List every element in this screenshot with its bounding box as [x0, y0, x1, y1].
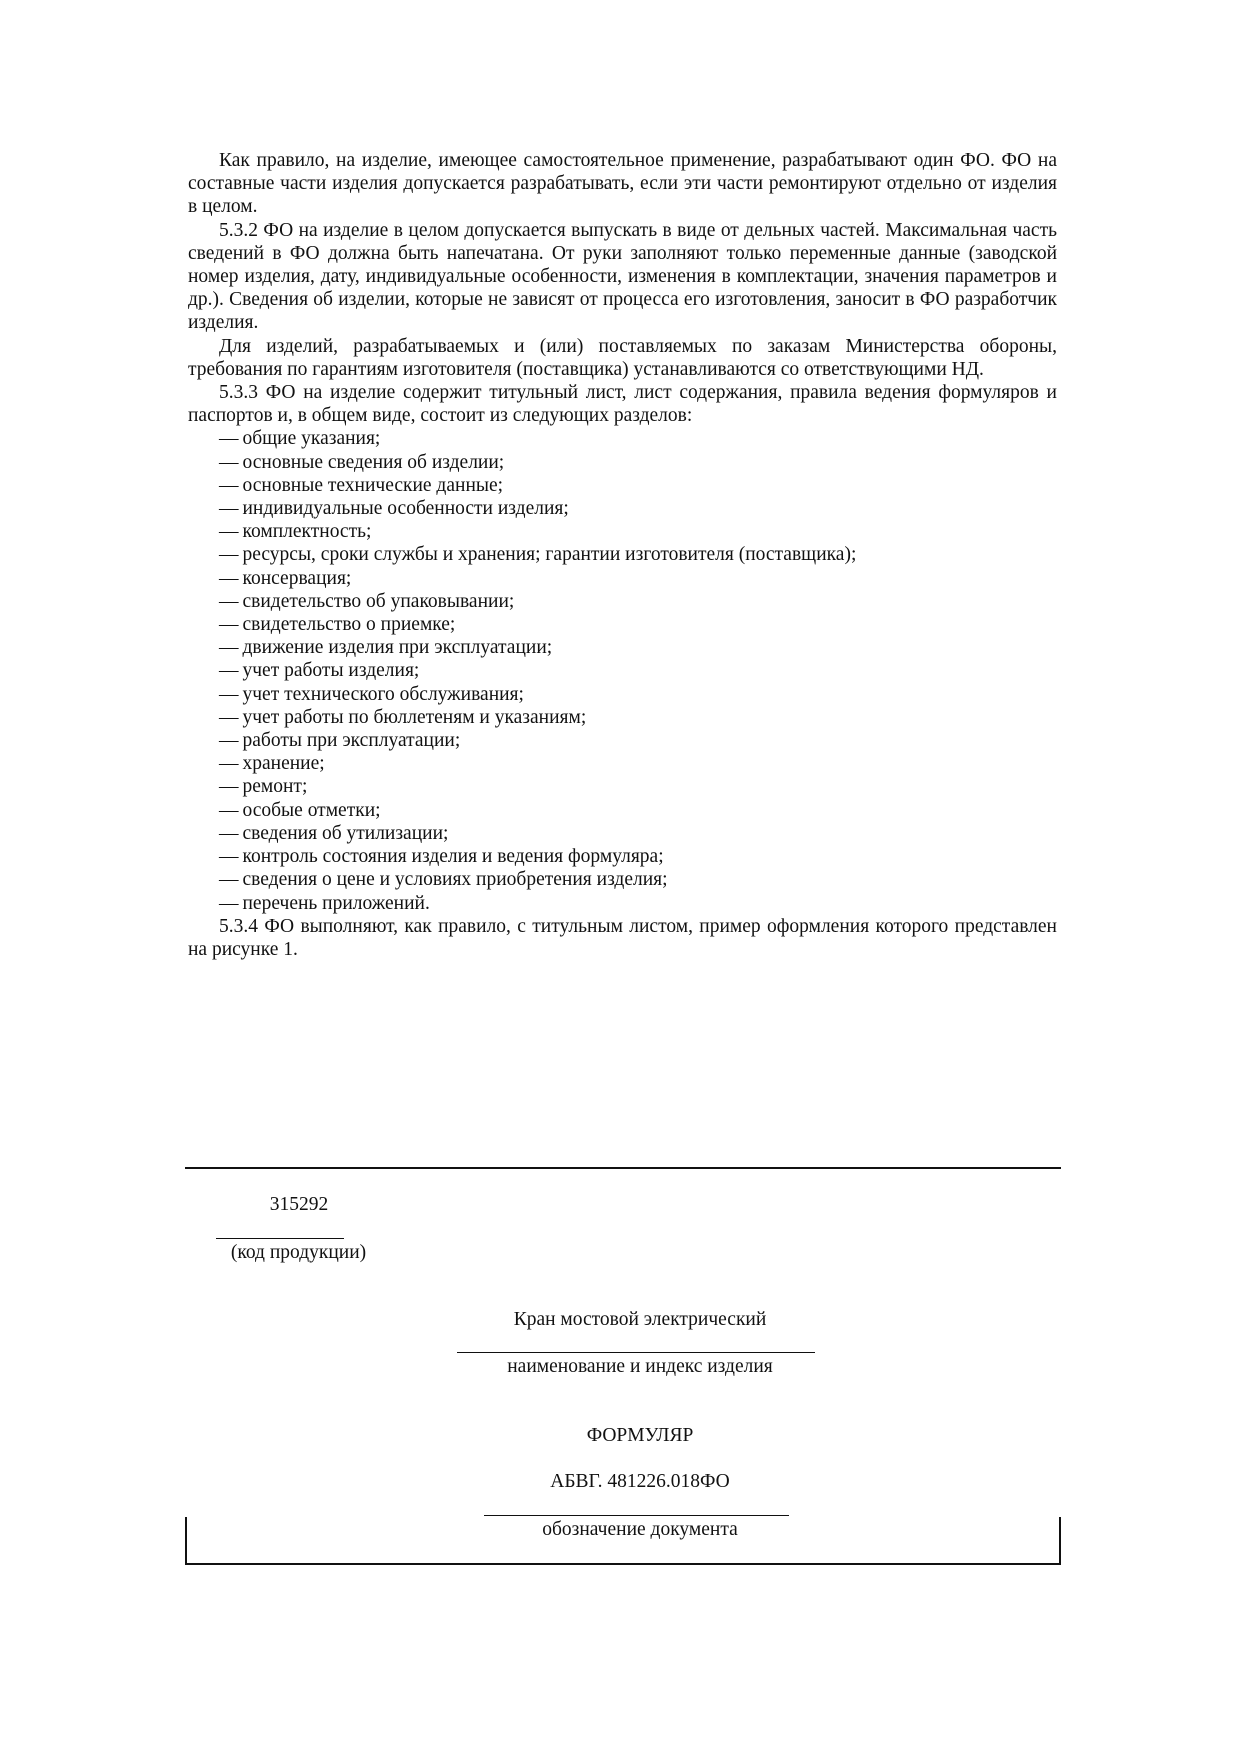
document-type: ФОРМУЛЯР [586, 1425, 694, 1446]
paragraph-5-3-3: 5.3.3 ФО на изделие содержит титульный лист, лист содержания, правила ведения формуляров и паспортов и, в общем виде, состоит из следующих разделов: [188, 382, 1057, 427]
section-list-item [188, 822, 1057, 845]
product-code-caption: (код продукции) [230, 1242, 367, 1263]
section-list-item [188, 497, 1057, 520]
paragraph-general: Как правило, на изделие, имеющее самостоятельное применение, разрабатывают один ФО. ФО на составные части изделия допускается разрабатывать, если эти части ремонтируют отдельно от изделия в целом. [188, 150, 1057, 218]
document-designation: АБВГ. 481226.018ФО [550, 1471, 730, 1492]
section-list-text: общие указания; [242, 428, 381, 450]
section-list-text: свидетельство о приемке; [242, 614, 456, 636]
list-dash: — [219, 730, 239, 752]
document-body [188, 149, 1057, 961]
product-name-caption: наименование и индекс изделия [507, 1356, 773, 1377]
product-code: 315292 [269, 1194, 329, 1215]
section-list-item [188, 474, 1057, 497]
list-dash: — [219, 544, 239, 566]
list-dash: — [219, 498, 239, 520]
section-list-item [188, 636, 1057, 659]
section-list-item [188, 868, 1057, 891]
list-dash: — [219, 683, 239, 705]
paragraph-5-3-2: 5.3.2 ФО на изделие в целом допускается выпускать в виде от дельных частей. Максимальная часть сведений в ФО должна быть напечатана. От руки заполняют только переменные данные (заводской номер изделия, дату, индивидуальные особенности, изменения в комплектации, значения параметров и др.). Сведения об изделии, которые не зависят от процесса его изготовления, заносит в ФО разработчик изделия. [188, 219, 1057, 334]
product-name: Кран мостовой электрический [513, 1309, 767, 1330]
section-list-item [188, 775, 1057, 798]
section-list-text: ресурсы, сроки службы и хранения; гарантии изготовителя (поставщика); [242, 544, 857, 566]
section-list-text: свидетельство об упаковывании; [242, 590, 515, 612]
section-list-item [188, 799, 1057, 822]
title-page-frame-top [185, 1167, 1061, 1169]
section-list-item [188, 543, 1057, 566]
section-list-item [188, 567, 1057, 590]
section-list-text: комплектность; [242, 521, 372, 543]
section-list-item [188, 427, 1057, 450]
list-dash: — [219, 822, 239, 844]
section-list-text: движение изделия при эксплуатации; [242, 637, 553, 659]
list-dash: — [219, 637, 239, 659]
section-list-text: основные технические данные; [242, 474, 504, 496]
list-dash: — [219, 869, 239, 891]
section-list-text: учет работы изделия; [242, 660, 420, 682]
section-list-text: особые отметки; [242, 799, 381, 821]
list-dash: — [219, 776, 239, 798]
section-list-text: сведения о цене и условиях приобретения изделия; [242, 869, 668, 891]
section-list-text: перечень приложений. [242, 892, 430, 914]
document-designation-line [484, 1515, 789, 1516]
product-code-line [216, 1238, 344, 1239]
list-dash: — [219, 614, 239, 636]
section-list-item [188, 845, 1057, 868]
section-list-text: учет работы по бюллетеням и указаниям; [242, 706, 587, 728]
section-list-text: ремонт; [242, 776, 308, 798]
section-list-item [188, 752, 1057, 775]
product-name-line [457, 1352, 815, 1353]
paragraph-5-3-4: 5.3.4 ФО выполняют, как правило, с титульным листом, пример оформления которого представлен на рисунке 1. [188, 915, 1057, 960]
section-list-item [188, 590, 1057, 613]
section-list-item [188, 683, 1057, 706]
section-list-text: работы при эксплуатации; [242, 730, 461, 752]
section-list-text: хранение; [242, 753, 325, 775]
list-dash: — [219, 428, 239, 450]
section-list-item [188, 729, 1057, 752]
section-list-item [188, 659, 1057, 682]
list-dash: — [219, 590, 239, 612]
list-dash: — [219, 521, 239, 543]
title-page-frame-bottom [185, 1517, 1061, 1565]
list-dash: — [219, 474, 239, 496]
section-list-text: основные сведения об изделии; [242, 451, 505, 473]
section-list-text: учет технического обслуживания; [242, 683, 524, 705]
list-dash: — [219, 660, 239, 682]
section-list-text: сведения об утилизации; [242, 822, 449, 844]
section-list-item [188, 520, 1057, 543]
section-list-item [188, 613, 1057, 636]
section-list-text: консервация; [242, 567, 352, 589]
sections-list [188, 427, 1057, 914]
section-list-text: индивидуальные особенности изделия; [242, 498, 569, 520]
list-dash: — [219, 799, 239, 821]
document-designation-caption: обозначение документа [542, 1519, 738, 1540]
list-dash: — [219, 753, 239, 775]
list-dash: — [219, 567, 239, 589]
section-list-item [188, 706, 1057, 729]
paragraph-defense-orders: Для изделий, разрабатываемых и (или) поставляемых по заказам Министерства обороны, требования по гарантиям изготовителя (поставщика) устанавливаются со ответствующими НД. [188, 335, 1057, 380]
section-list-item [188, 892, 1057, 915]
list-dash: — [219, 892, 239, 914]
list-dash: — [219, 706, 239, 728]
list-dash: — [219, 451, 239, 473]
section-list-item [188, 451, 1057, 474]
list-dash: — [219, 846, 239, 868]
section-list-text: контроль состояния изделия и ведения формуляра; [242, 846, 664, 868]
